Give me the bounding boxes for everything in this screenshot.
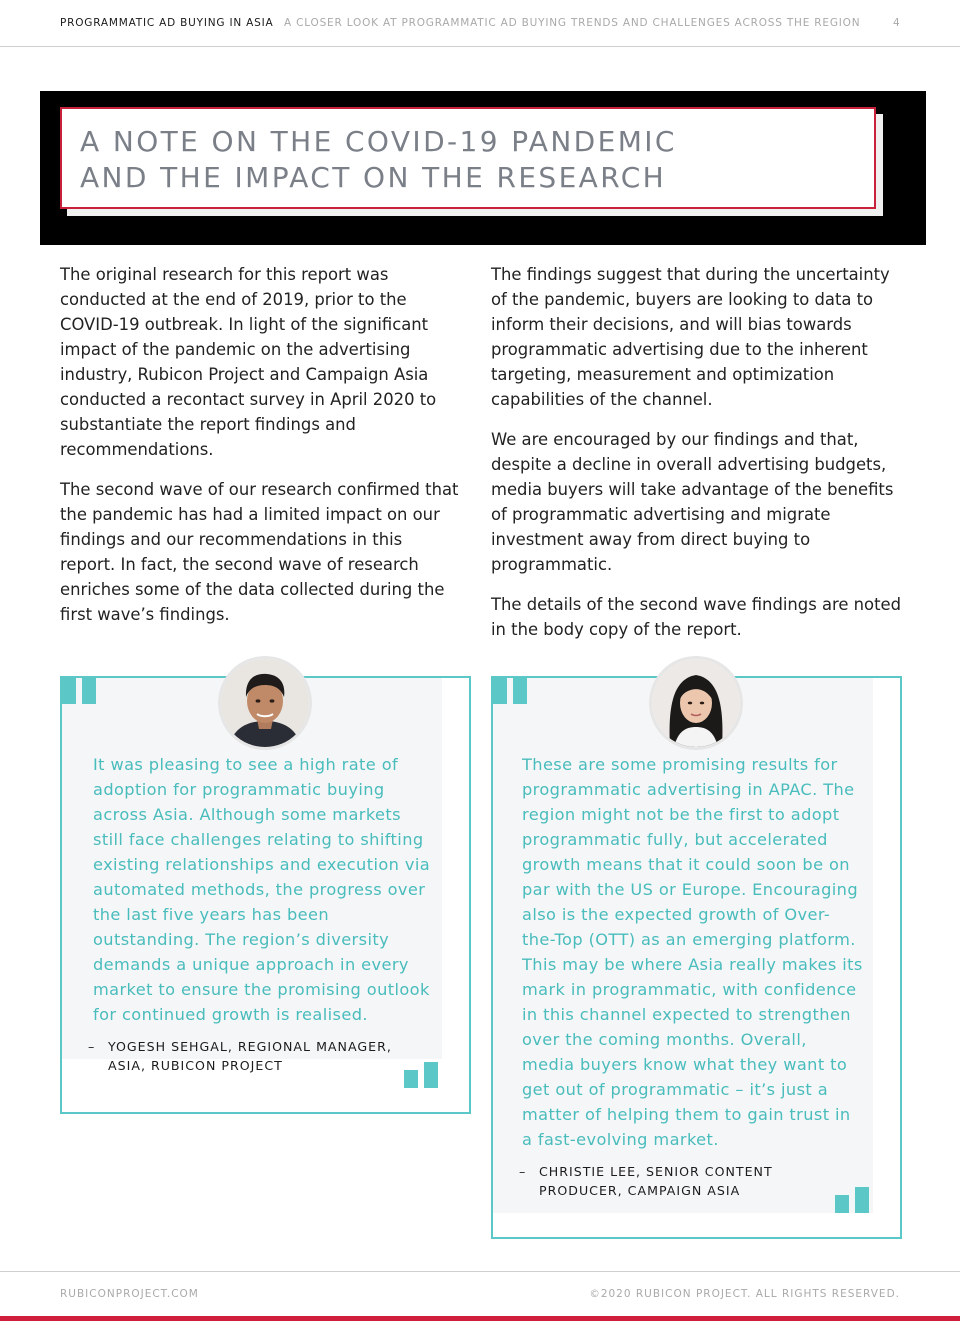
quote-text: These are some promising results for programmatic advertising in APAC. The region might not be the first to adopt programmatic fully, but accelerated growth means that it could soon be on par with the US or Europe. Encouraging also is the expected growth of Over-the-Top (OTT) as an emerging platform. This may be where Asia really makes its mark in programmatic, with confidence in this channel expected to strengthen over the coming months. Overall, media buyers know what they want to get out of programmatic – it’s just a matter of helping them to gain trust in a fast-evolving market. [522,755,863,1149]
attribution-line: CHRISTIE LEE, SENIOR CONTENT [539,1164,773,1179]
attribution-dash: – [88,1039,96,1054]
attribution-dash: – [519,1164,527,1179]
footer-copyright: ©2020 RUBICON PROJECT. ALL RIGHTS RESERVED. [589,1288,900,1300]
body-paragraph: The second wave of our research confirmed that the pandemic has had a limited impact on our findings and our recommendations in this report. In fact, the second wave of research enriches some of the data collected during the first wave’s findings. [60,480,459,624]
quote-attribution [519,1162,859,1200]
open-quote-icon [493,678,533,704]
body-paragraph: The details of the second wave findings are noted in the body copy of the report. [491,595,901,639]
avatar-christie-lee [649,656,743,750]
quote-card-sehgal [60,676,471,1114]
body-column-left [60,262,460,642]
close-quote-icon [404,1062,444,1088]
section-banner [40,91,926,245]
page-number: 4 [893,17,900,29]
section-title-line-1: A NOTE ON THE COVID-19 PANDEMIC [80,125,677,158]
attribution-line: ASIA, RUBICON PROJECT [108,1058,283,1073]
quote-attribution [88,1037,428,1075]
body-paragraph: The original research for this report was conducted at the end of 2019, prior to the COVID-19 outbreak. In light of the significant impact of the pandemic on the advertising industry, Rubicon Project and Campaign Asia conducted a recontact survey in April 2020 to substantiate the report findings and recommendations. [60,265,437,459]
body-column-right [491,262,901,657]
close-quote-icon [835,1187,875,1213]
footer-accent-bar [0,1316,960,1321]
avatar-yogesh-sehgal [218,656,312,750]
report-subtitle: A CLOSER LOOK AT PROGRAMMATIC AD BUYING TRENDS AND CHALLENGES ACROSS THE REGION [284,17,861,29]
body-paragraph: We are encouraged by our findings and that, despite a decline in overall advertising budgets, media buyers will take advantage of the benefits of programmatic advertising and migrate investment away from direct buying to programmatic. [491,430,894,574]
quote-card-lee [491,676,902,1239]
attribution-line: PRODUCER, CAMPAIGN ASIA [539,1183,741,1198]
footer-website: RUBICONPROJECT.COM [60,1288,199,1300]
page-footer [0,1271,960,1321]
section-title-line-2: AND THE IMPACT ON THE RESEARCH [80,161,667,194]
page-header [0,0,960,47]
quote-text: It was pleasing to see a high rate of adoption for programmatic buying across Asia. Although some markets still face challenges relating to shifting existing relationships and execution via automated methods, the progress over the last five years has been outstanding. The region’s diversity demands a unique approach in every market to ensure the promising outlook for continued growth is realised. [93,755,431,1024]
body-paragraph: The findings suggest that during the uncertainty of the pandemic, buyers are looking to data to inform their decisions, and will bias towards programmatic advertising due to the inherent targeting, measurement and optimization capabilities of the channel. [491,265,890,409]
report-title: PROGRAMMATIC AD BUYING IN ASIA [60,17,274,29]
open-quote-icon [62,678,102,704]
section-title-frame [60,107,876,209]
attribution-line: YOGESH SEHGAL, REGIONAL MANAGER, [108,1039,392,1054]
